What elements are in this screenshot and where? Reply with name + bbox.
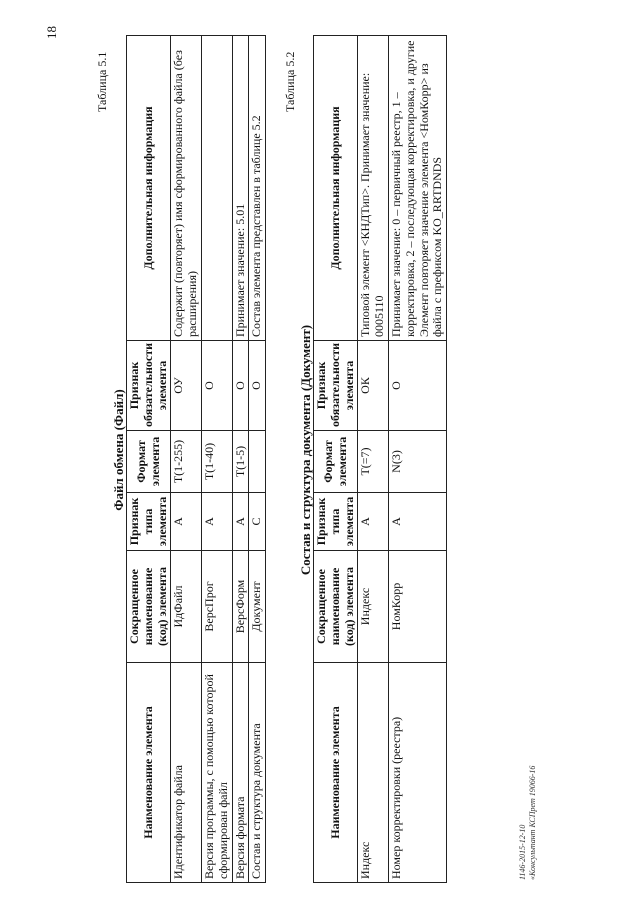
table-cell: НомКорр: [388, 551, 446, 663]
page-number: 18: [44, 26, 59, 39]
table-row: [388, 36, 446, 883]
table-cell: Идентификатор файла: [171, 663, 202, 883]
table1-label: Таблица 5.1: [95, 51, 109, 112]
table-cell: Типовой элемент <КНДТип>. Принимает значение: 0005110: [358, 36, 389, 341]
table1-header: Сокращенное наименование (код) элемента: [127, 551, 171, 663]
table-cell: ВерсПрог: [201, 551, 232, 663]
table-cell: ВерсФорм: [232, 551, 249, 663]
table1-header: Дополнительная информация: [127, 36, 171, 341]
table2: [313, 35, 447, 883]
table-cell: Состав элемента представлен в таблице 5.2: [249, 36, 266, 341]
table-cell: ОК: [358, 341, 389, 431]
table-row: [358, 36, 389, 883]
table-cell: Номер корректировки (реестра): [388, 663, 446, 883]
table-row: [201, 36, 232, 883]
table2-header: Признак типа элемента: [314, 493, 358, 551]
table-cell: Принимает значение: 0 – первичный реестр, 1 – корректировка, 2 – последующая корректировка, и другие Элемент повторяет значение элемента <НомКорр> из файла с префиксом KO_RRTDNDS: [388, 36, 446, 341]
table-cell: Принимает значение: 5.01: [232, 36, 249, 341]
table2-header: Формат элемента: [314, 431, 358, 493]
table-cell: Версия формата: [232, 663, 249, 883]
table-cell: А: [388, 493, 446, 551]
table-cell: Состав и структура документа: [249, 663, 266, 883]
table-cell: Документ: [249, 551, 266, 663]
table-cell: О: [388, 341, 446, 431]
table1-header: Формат элемента: [127, 431, 171, 493]
table-row: [232, 36, 249, 883]
table-cell: T(1-255): [171, 431, 202, 493]
table-cell: О: [232, 341, 249, 431]
table-row: [171, 36, 202, 883]
table-cell: Индекс: [358, 551, 389, 663]
table2-header: Дополнительная информация: [314, 36, 358, 341]
table-cell: С: [249, 493, 266, 551]
table-cell: Версия программы, с помощью которой сформирован файл: [201, 663, 232, 883]
table2-caption: Состав и структура документа (Документ): [298, 324, 313, 576]
table1-header: Признак типа элемента: [127, 493, 171, 551]
table2-header: Сокращенное наименование (код) элемента: [314, 551, 358, 663]
table-cell: T(=7): [358, 431, 389, 493]
table-cell: ОУ: [171, 341, 202, 431]
table-cell: Содержит (повторяет) имя сформированного файла (без расширения): [171, 36, 202, 341]
footer-line: «Консультант КСПрет 19066-16: [527, 765, 537, 880]
table1-header-row: [127, 36, 171, 883]
table1-header: Наименование элемента: [127, 663, 171, 883]
table-cell: А: [201, 493, 232, 551]
table-cell: А: [232, 493, 249, 551]
footer-stamp: [518, 766, 537, 880]
table-cell: А: [358, 493, 389, 551]
table-cell: О: [249, 341, 266, 431]
table1-header: Признак обязательности элемента: [127, 341, 171, 431]
table1: [126, 35, 266, 883]
table-cell: О: [201, 341, 232, 431]
table2-header-row: [314, 36, 358, 883]
table-row: [249, 36, 266, 883]
table-cell: T(1-5): [232, 431, 249, 493]
table2-header: Наименование элемента: [314, 663, 358, 883]
table1-caption: Файл обмена (Файл): [111, 389, 126, 511]
footer-line: 1146-2015-12-10: [518, 824, 527, 880]
table2-label: Таблица 5.2: [283, 51, 297, 112]
table-cell: А: [171, 493, 202, 551]
table-cell: ИдФайл: [171, 551, 202, 663]
table-cell: T(1-40): [201, 431, 232, 493]
table-cell: Индекс: [358, 663, 389, 883]
table-cell: [201, 36, 232, 341]
table-cell: [249, 431, 266, 493]
table2-header: Признак обязательности элемента: [314, 341, 358, 431]
table-cell: N(3): [388, 431, 446, 493]
